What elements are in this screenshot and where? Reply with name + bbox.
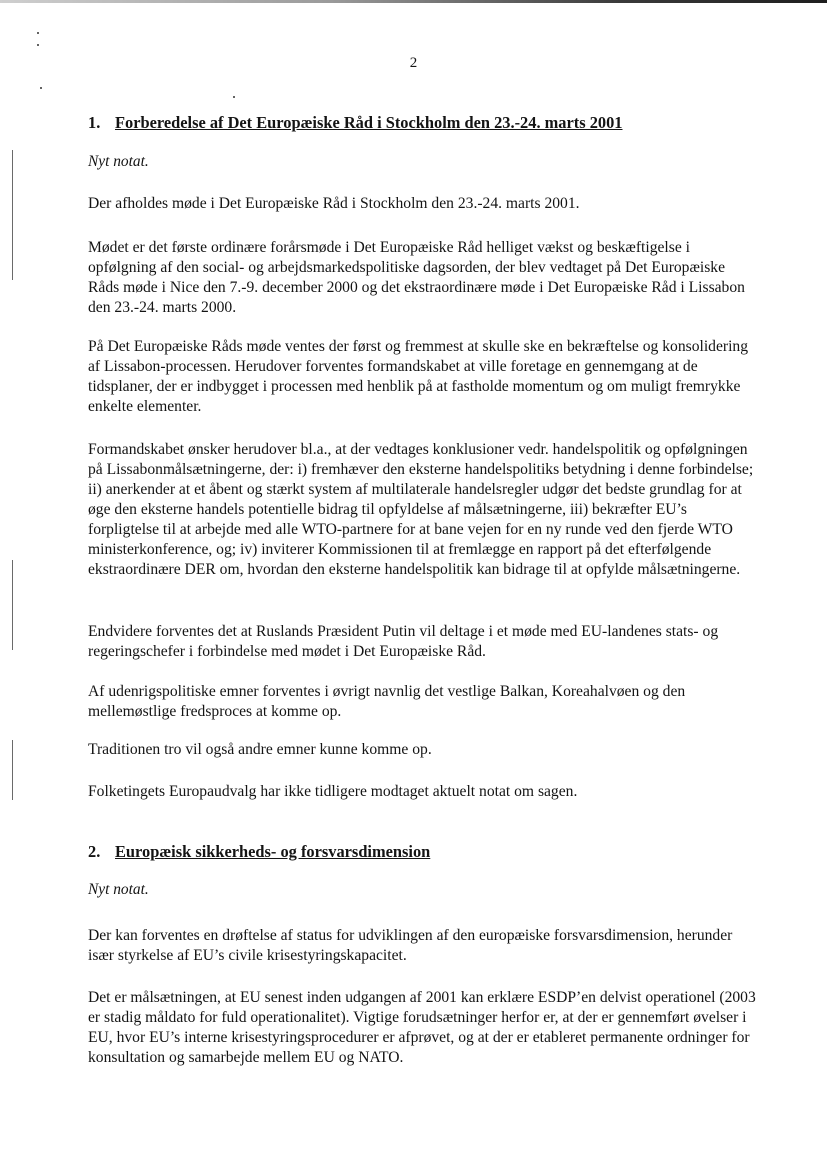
section-note: Nyt notat. <box>88 881 149 898</box>
paragraph: Endvidere forventes det at Ruslands Præsident Putin vil deltage i et møde med EU-landenes stats- og regeringschefer i forbindelse med mødet i Det Europæiske Råd. <box>88 623 719 660</box>
section-heading-defence <box>88 841 756 863</box>
paragraph: Folketingets Europaudvalg har ikke tidligere modtaget aktuelt notat om sagen. <box>88 783 578 800</box>
scan-margin-mark <box>12 150 13 280</box>
scan-speck <box>233 96 235 98</box>
section-number: 2. <box>88 842 101 861</box>
paragraph: Der kan forventes en drøftelse af status for udviklingen af den europæiske forsvarsdimension, herunder især styrkelse af EU’s civile krisestyringskapacitet. <box>88 927 733 964</box>
scan-speck <box>37 44 39 46</box>
scan-margin-mark <box>12 560 13 650</box>
paragraph: Traditionen tro vil også andre emner kunne komme op. <box>88 741 432 758</box>
section-title: Forberedelse af Det Europæiske Råd i Stockholm den 23.-24. marts 2001 <box>115 113 623 132</box>
section-title: Europæisk sikkerheds- og forsvarsdimension <box>115 842 431 861</box>
scan-speck <box>37 32 39 34</box>
paragraph: På Det Europæiske Råds møde ventes der først og fremmest at skulle ske en bekræftelse og konsolidering af Lissabon-processen. Herudover forventes formandskabet at ville foretage en gennemgang at de tidsplaner, der er indbygget i processen med henblik på at fastholde momentum og om muligt fremrykke enkelte elementer. <box>88 338 748 415</box>
paragraph: Der afholdes møde i Det Europæiske Råd i Stockholm den 23.-24. marts 2001. <box>88 195 580 212</box>
section-heading-stockholm <box>88 112 756 134</box>
scan-top-edge <box>0 0 827 3</box>
scan-margin-mark <box>12 740 13 800</box>
page-number: 2 <box>409 55 418 71</box>
scan-speck <box>40 87 42 89</box>
paragraph: Af udenrigspolitiske emner forventes i øvrigt navnlig det vestlige Balkan, Koreahalvøen og den mellemøstlige fredsproces at komme op. <box>88 683 686 720</box>
section-number: 1. <box>88 113 101 132</box>
paragraph: Formandskabet ønsker herudover bl.a., at der vedtages konklusioner vedr. handelspolitik og opfølgningen på Lissabonmålsætningerne, der: i) fremhæver den eksterne handelspolitiks betydning i denne forbindelse; ii) anerkender at et åbent og stærkt system af multilaterale handelsregler udgør det bedste grundlag for at øge den eksterne handels potentielle bidrag til opfyldelse af målsætningerne, iii) bekræfter EU’s forpligtelse til at arbejde med alle WTO-partnere for at bane vejen for en ny runde ved den fjerde WTO ministerkonference, og; iv) inviterer Kommissionen til at fremlægge en rapport på det efterfølgende ekstraordinære DER om, hvordan den eksterne handelspolitik kan bidrage til at opfylde målsætningerne. <box>88 441 754 578</box>
section-note: Nyt notat. <box>88 153 149 170</box>
paragraph: Mødet er det første ordinære forårsmøde i Det Europæiske Råd helliget vækst og beskæftigelse i opfølgning af den social- og arbejdsmarkedspolitiske dagsorden, der blev vedtaget på Det Europæiske Råds møde i Nice den 7.-9. december 2000 og det ekstraordinære møde i Det Europæiske Råd i Lissabon den 23.-24. marts 2000. <box>88 239 745 316</box>
paragraph: Det er målsætningen, at EU senest inden udgangen af 2001 kan erklære ESDP’en delvist operationel (2003 er stadig måldato for fuld operationalitet). Vigtige forudsætninger herfor er, at der er gennemført øvelser i EU, hvor EU’s interne krisestyringsprocedurer er afprøvet, og at der er etableret permanente ordninger for konsultation og samarbejde mellem EU og NATO. <box>88 989 756 1066</box>
